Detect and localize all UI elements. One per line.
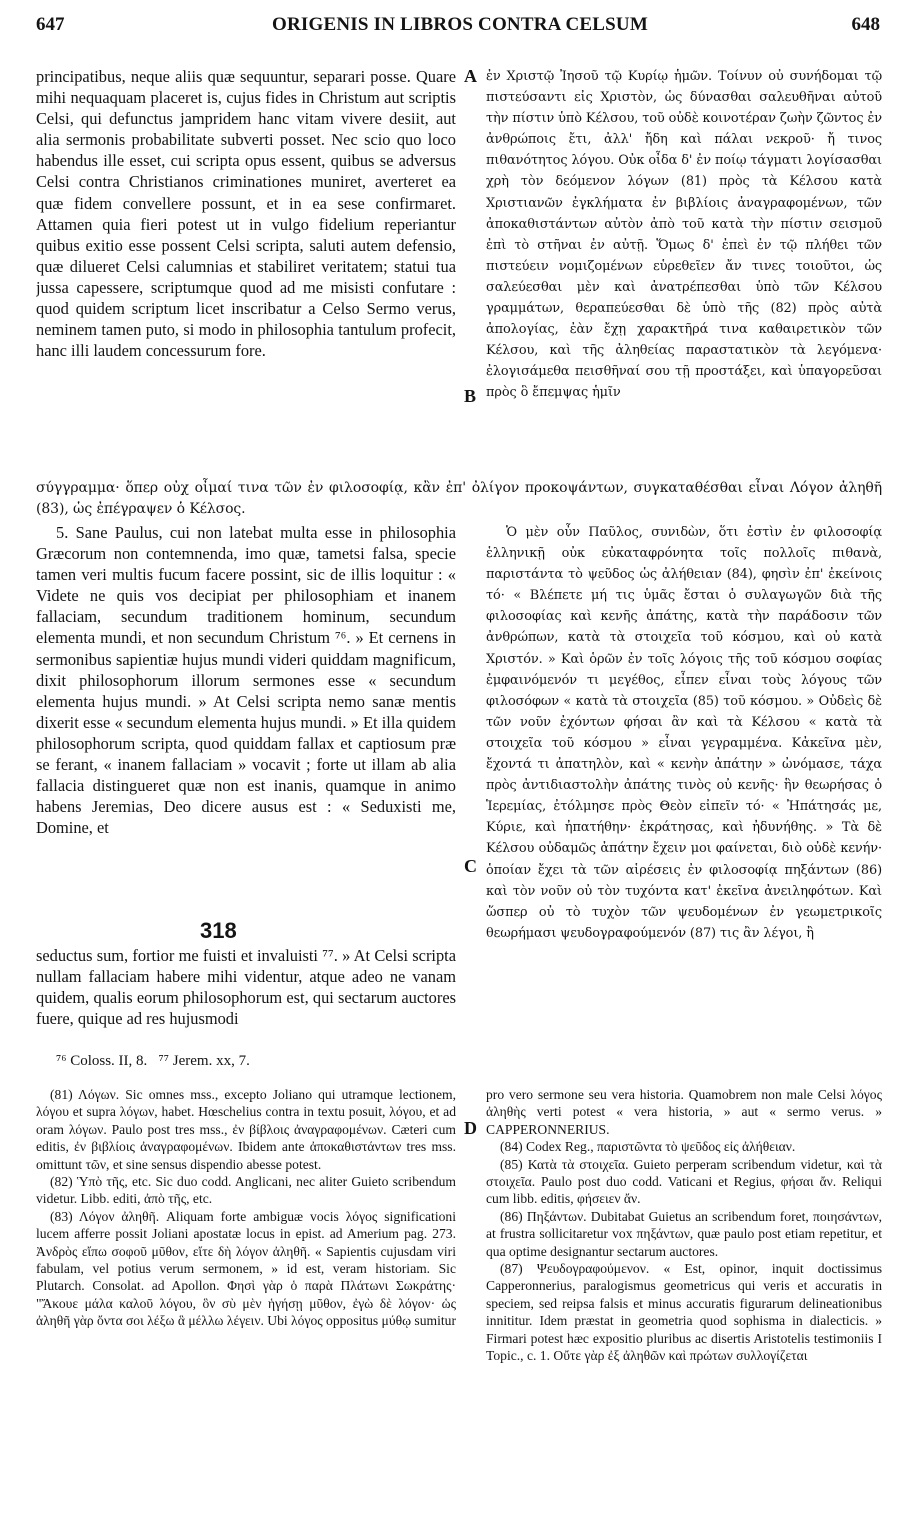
note-83: (83) Λόγον ἀληθῆ. Aliquam forte ambiguæ vocis λόγος significationi lucem afferre possit Joliani apostatæ locus in epist. ad Amerium pag. 273. Ἀνδρὸς εἴπω σοφοῦ μῦθον, εἴτε δὴ λόγον ἀληθῆ. « Sapientis cujusdam viri fabulam, vel potius verum sermonem, » id est, veram historiam. Sic Plutarch. Consolat. ad Apollon. Φησὶ γὰρ ὁ παρὰ Πλάτωνι Σωκράτης· "Ἄκουε μάλα καλοῦ λόγου, ὃν σὺ μὲν ἡγήσῃ μῦθον, ἐγὼ δὲ λόγον· ὡς ἀληθῆ γὰρ ὄντα σοι λέξω ἃ μέλλω λέγειν. Ubi λόγος oppositus μύθῳ sumitur: [36, 1208, 456, 1329]
note-83-continued: pro vero sermone seu vera historia. Quamobrem non male Celsi λόγος ἀληθὴς verti potest « vera historia, » aut « sermo verus. » CAPPERONNERIUS.: [486, 1087, 882, 1137]
latin-paragraph-five: 5. Sane Paulus, cui non latebat multa esse in philosophia Græcorum non contemnenda, imo quæ, tametsi falsa, specie tamen veri multis fucum facere possint, sic de illis loquitur : « Videte ne quis vos decipiat per philosophiam et inanem fallaciam, secundum traditionem hominum, secundum elementa mundi, et non secundum Christum ⁷⁶. » Et cernens in sermonibus sapientiæ hujus mundi videri quiddam magnificum, dixit philosophorum illorum sermones esse « secundum elementa hujus mundi. » At Celsi scripta nemo sanæ mentis dixerit esse « secundum elementa hujus mundi. » Et illa quidem philosophorum scripta, quod quiddam fallax et captiosum præ se ferant, « inanem fallaciam » vocavit ; forte ut illam ab alia fallacia distingueret quæ non est inanis, quamque in animo habens Jeremias, Deo dicere ausus est : « Seduxisti me, Domine, et: [36, 523, 456, 838]
left-page-number: 647: [36, 14, 65, 35]
note-87: (87) Ψευδογραφούμενον. « Est, opinor, inquit doctissimus Capperonnerius, paralogismus geometricus qui veris et accuratis in speciem, sed reipsa falsis et minus accuratis figurarum delineationibus innititur. Idem præstat in geometria quod sophisma in dialecticis. » Firmari potest hæc expositio pluribus ac disertis Aristotelis testimoniis I Topic., c. 1. Οὔτε γὰρ ἐξ ἀληθῶν καὶ πρώτων συλλογίζεται: [486, 1261, 882, 1364]
greek-bridge-line: [36, 478, 882, 522]
greek-column-upper: [486, 66, 882, 480]
note-82: (82) Ὑπὸ τῆς, etc. Sic duo codd. Anglicani, nec aliter Guieto scribendum videtur. Libb. editi, ἀπὸ τῆς, etc.: [36, 1174, 456, 1207]
greek-column-lower: [486, 522, 882, 1050]
editor-notes-left: [36, 1086, 456, 1538]
margin-letter-d: D: [464, 1118, 477, 1138]
latin-paragraph: principatibus, neque aliis quæ sequuntur, separari posse. Quare mihi nequaquam placeret is, cujus fides in Christum aut scriptis Celsi, qui defunctus jampridem hanc vitam vivere desiit, aut alia sermonis probabilitate subverti posset. Nec scio quo loco habendus ille esset, cui scripta opus essent, quibus se adversus Celsi contra Christianos criminationes muniret, averteret ea quæ fidem convellere possunt, et in ea sese confirmaret. Attamen quia fieri potest ut in vulgo fidelium reperiantur quibus exitio esse possent Celsi scripta, saluti autem defensio, quæ dilueret Celsi calumnias et stabiliret veritatem; statui tua jussa capessere, scriptumque quod ad me misisti confutare : quod quidem scriptum licet inscribatur a Celso Sermo verus, neminem tamen puto, si modo in philosophia tantulum profecit, hanc illi laudem concessurum fore.: [36, 67, 456, 361]
margin-letter-a: A: [464, 66, 477, 86]
running-title: ORIGENIS IN LIBROS CONTRA CELSUM: [272, 14, 648, 35]
greek-paragraph-lower: Ὁ μὲν οὖν Παῦλος, συνιδὼν, ὅτι ἐστὶν ἐν φιλοσοφίᾳ ἑλληνικῇ οὐκ εὐκαταφρόνητα τοῖς πολλοῖς πιθανὰ, παριστάντα τὸ ψεῦδος ὡς ἀλήθειαν (84), φησὶν ἐπ' ἐκείνοις τό· « Βλέπετε μή τις ὑμᾶς ἔσται ὁ συλαγωγῶν διὰ τῆς φιλοσοφίας καὶ κενῆς ἀπάτης, κατὰ τὴν παράδοσιν τῶν ἀνθρώπων, κατὰ τὰ στοιχεῖα τοῦ κόσμου, καὶ οὐ κατὰ Χριστόν. » Καὶ ὁρῶν ἐν τοῖς λόγοις τῆς τοῦ κόσμου σοφίας ἐμφαινόμενόν τι μεγέθος, εἶπεν εἶναι τοὺς λόγους τῶν φιλοσόφων « κατὰ τὰ στοιχεῖα (85) τοῦ κόσμου. » Οὐδεὶς δὲ τῶν νοῦν ἐχόντων φήσαι ἂν καὶ τὰ Κέλσου « κατὰ τὰ στοιχεῖα τοῦ κόσμου » εἶναι γεγραμμένα. Κἀκεῖνα μὲν, ἔχοντά τι ἀπατηλὸν, καὶ « κενὴν ἀπάτην » ὠνόμασε, τάχα πρὸς ἀντιδιαστολὴν ἀπάτης τινὸς οὐ κενῆς· ἣν θεωρήσας ὁ Ἱερεμίας, ἐτόλμησε πρὸς Θεὸν εἰπεῖν τό· « Ἠπάτησάς με, Κύριε, καὶ ἠπατήθην· ἐκράτησας, καὶ ἠδυνήθης. » Τὰ δὲ Κέλσου οὐδαμῶς ἀπάτην ἔχειν μοι φαίνεται, διὸ οὐδὲ κενήν· ὁποίαν ἔχει τὰ τῶν αἱρέσεις ἐν φιλοσοφίᾳ πηξάντων (86) καὶ τὸν νοῦν οὐ τὸν τυχόντα κατ' ἐκεῖνα ἀνειληφότων. Καὶ ὥσπερ οὐ τὸ τυχὸν τῶν ψευδομένων ἐν γεωμετρικοῖς θεωρήμασι ψευδογραφούμενόν (87) τις ἂν λέγοι, ἢ: [486, 525, 882, 941]
scripture-footnotes: ⁷⁶ Coloss. II, 8. ⁷⁷ Jerem. xx, 7.: [56, 1053, 250, 1069]
note-81: (81) Λόγων. Sic omnes mss., excepto Joliano qui utramque lectionem, λόγου et supra λόγων, habet. Hœschelius contra in textu posuit, λόγου, et ad oram λόγων. Paulo post tres mss., ἐν βίβλοις ἀναγραφομένων. Cæteri cum editis, ἐν βιβλίοις ἀναγραφομένων. Ibidem ante ἀποκαθιστάντων tres mss. omittunt τῶν, et sine sensus dispendio abesse potest.: [36, 1087, 456, 1172]
greek-bridge-text: σύγγραμμα· ὅπερ οὐχ οἶμαί τινα τῶν ἐν φιλοσοφίᾳ, κἂν ἐπ' ὀλίγον προκοψάντων, συγκαταθέσθαι εἶναι Λόγον ἀληθῆ (83), ὡς ἐπέγραψεν ὁ Κέλσος.: [36, 480, 882, 518]
right-page-number: 648: [851, 14, 880, 35]
latin-column-upper: [36, 66, 456, 480]
editor-notes-right: [486, 1086, 882, 1538]
margin-letter-b: B: [464, 386, 477, 406]
note-86: (86) Πηξάντων. Dubitabat Guietus an scribendum foret, ποιησάντων, at frustra sollicitaretur vox πηξάντων, quæ paulo post etiam repetitur, et qua optime designantur sectarum auctores.: [486, 1208, 882, 1259]
greek-paragraph: ἐν Χριστῷ Ἰησοῦ τῷ Κυρίῳ ἡμῶν. Τοίνυν οὐ συνήδομαι τῷ πιστεύσαντι εἰς Χριστὸν, ὡς δύνασθαι σαλευθῆναι αὐτοῦ τὴν πίστιν ὑπὸ Κέλσου, τοῦ οὐδὲ κοινοτέραν ζωὴν ζῶντος ἐν ἀνθρώποις ἔτι, ἀλλ' ἤδη καὶ πάλαι νεκροῦ· ἤ τινος πιθανότητος λόγου. Οὐκ οἶδα δ' ἐν ποίῳ τάγματι λογίσασθαι χρὴ τὸν δεόμενον λόγων (81) πρὸς τὰ Κέλσου κατὰ Χριστιανῶν ἐγκλήματα ἐν βιβλίοις ἀναγραφομένων, τῶν ἀποκαθιστάντων αὐτὸν ἀπὸ τοῦ κατὰ τὴν πίστιν σεισμοῦ ἐπὶ τὸ στῆναι ἐν αὐτῇ. Ὅμως δ' ἐπεὶ ἐν τῷ πλήθει τῶν πιστεύειν νομιζομένων εὑρεθεῖεν ἄν τινες τοιοῦτοι, ὡς σαλεύεσθαι μὲν καὶ ἀνατρέπεσθαι ὑπὸ τῶν Κέλσου γραμμάτων, θεραπεύεσθαι δὲ ὑπὸ τῆς (82) πρὸς αὐτὰ ἀπολογίας, ἐὰν ἔχῃ χαρακτῆρά τινα καθαιρετικὸν τῶν Κέλσου, καὶ τῆς ἀληθείας παραστατικὸν τὰ λεγόμενα· ἐλογισάμεθα πεισθῆναί σου τῇ προστάξει, καὶ ὑπαγορεῦσαι πρὸς ὃ ἔπεμψας ἡμῖν: [486, 69, 882, 401]
latin-paragraph-cont: seductus sum, fortior me fuisti et invaluisti ⁷⁷. » At Celsi scripta nullam fallaciam habere mihi videntur, atque adeo ne vanam quidem, qualis eorum philosophorum est, qui sectarum auctores fuere, quique ad res hujusmodi: [36, 946, 456, 1029]
inline-page-number: 318: [200, 918, 237, 943]
latin-column-lower-a: [36, 522, 456, 922]
note-84: (84) Codex Reg., παριστῶντα τὸ ψεῦδος εἰς ἀλήθειαν.: [500, 1139, 796, 1155]
margin-letter-c: C: [464, 856, 477, 876]
latin-column-lower-b: [36, 945, 456, 1051]
note-85: (85) Κατὰ τὰ στοιχεῖα. Guieto perperam scribendum videtur, καὶ τὰ στοιχεῖα. Paulo post duo codd. Vaticani et Regius, φήσαι ἄν. Reliqui cum libb. editis, φήσειεν ἄν.: [486, 1156, 882, 1207]
